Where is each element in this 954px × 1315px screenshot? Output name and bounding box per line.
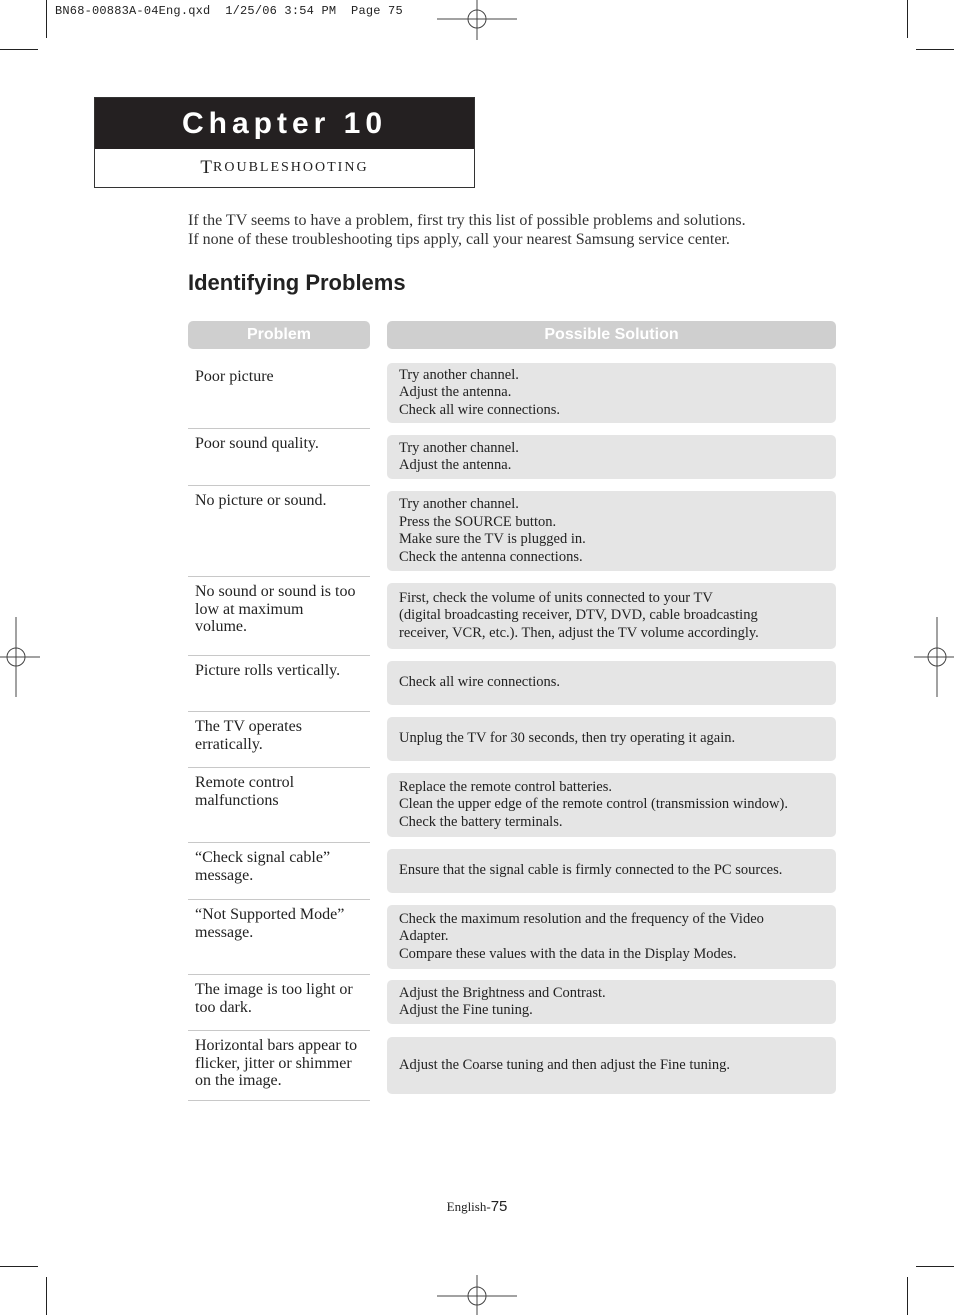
problem-line: Poor sound quality.	[195, 435, 319, 452]
problem-line: volume.	[195, 618, 247, 635]
chapter-heading	[94, 97, 475, 188]
registration-mark-icon	[914, 617, 954, 697]
problem-line: “Not Supported Mode”	[195, 906, 345, 923]
crop-mark	[0, 1266, 38, 1267]
problem-line: Picture rolls vertically.	[195, 662, 341, 679]
solution-line: Adjust the Brightness and Contrast.	[399, 984, 606, 1001]
problem-cell	[188, 900, 370, 975]
page-number-prefix: English-	[446, 1199, 491, 1214]
crop-mark	[907, 0, 908, 38]
chapter-subtitle-initial: T	[200, 157, 214, 178]
crop-mark	[916, 1266, 954, 1267]
crop-mark	[916, 49, 954, 50]
chapter-subtitle-rest: ROUBLESHOOTING	[213, 160, 369, 175]
solution-line: Check the antenna connections.	[399, 548, 583, 565]
problem-line: too dark.	[195, 998, 252, 1016]
problem-line: flicker, jitter or shimmer	[195, 1054, 352, 1072]
problem-line: erratically.	[195, 735, 263, 753]
solution-line: Adjust the Coarse tuning and then adjust the Fine tuning.	[399, 1056, 731, 1073]
intro-paragraph	[188, 211, 868, 249]
solution-cell	[387, 849, 836, 893]
chapter-subtitle	[95, 149, 474, 187]
solution-line: receiver, VCR, etc.). Then, adjust the TV volume accordingly.	[399, 624, 759, 641]
solution-line: First, check the volume of units connected to your TV	[399, 589, 713, 606]
problem-cell	[188, 975, 370, 1031]
crop-mark	[46, 0, 47, 38]
crop-mark	[46, 1277, 47, 1315]
page-number-value: 75	[490, 1198, 508, 1215]
problem-cell	[188, 843, 370, 900]
solution-cell	[387, 491, 836, 571]
solution-line: Adapter.	[399, 928, 449, 945]
solution-line: Compare these values with the data in the Display Modes.	[399, 945, 737, 962]
solution-line: Check all wire connections.	[399, 674, 561, 691]
problem-cell	[188, 1031, 370, 1101]
problem-line: No sound or sound is too	[195, 583, 356, 600]
solution-cell	[387, 980, 836, 1024]
problem-column-header: Problem	[188, 321, 370, 349]
solution-line: Press the SOURCE button.	[399, 513, 557, 530]
problem-line: Horizontal bars appear to	[195, 1037, 358, 1054]
crop-mark	[907, 1277, 908, 1315]
solution-line: Try another channel.	[399, 496, 519, 512]
problem-line: Remote control	[195, 774, 295, 791]
problem-line: on the image.	[195, 1072, 282, 1089]
solution-cell	[387, 717, 836, 761]
solution-line: (digital broadcasting receiver, DTV, DVD, cable broadcasting	[399, 607, 758, 624]
solution-line: Replace the remote control batteries.	[399, 778, 612, 795]
problem-line: The image is too light or	[195, 981, 353, 998]
solution-line: Clean the upper edge of the remote control (transmission window).	[399, 796, 788, 813]
problem-line: No picture or sound.	[195, 492, 327, 509]
problem-line: message.	[195, 923, 254, 941]
solution-line: Try another channel.	[399, 366, 519, 383]
problem-cell	[188, 577, 370, 656]
solution-column-header: Possible Solution	[387, 321, 836, 349]
intro-line: If the TV seems to have a problem, first try this list of possible problems and solutions.	[188, 212, 746, 229]
problem-line: The TV operates	[195, 718, 302, 735]
problem-line: “Check signal cable”	[195, 849, 331, 866]
problem-cell	[188, 712, 370, 768]
solution-cell	[387, 583, 836, 649]
problem-cell	[188, 429, 370, 486]
registration-mark-icon	[437, 1275, 517, 1315]
registration-mark-icon	[437, 0, 517, 40]
section-title: Identifying Problems	[188, 270, 406, 295]
problem-line: message.	[195, 866, 254, 884]
solution-line: Adjust the antenna.	[399, 457, 512, 473]
chapter-title: Chapter 10	[95, 98, 474, 149]
solution-cell	[387, 661, 836, 705]
solution-line: Adjust the Fine tuning.	[399, 1002, 533, 1018]
problem-line: low at maximum	[195, 600, 304, 618]
solution-line: Make sure the TV is plugged in.	[399, 531, 586, 547]
intro-line: If none of these troubleshooting tips apply, call your nearest Samsung service center.	[188, 231, 730, 248]
solution-cell	[387, 1037, 836, 1094]
solution-line: Check all wire connections.	[399, 401, 561, 418]
solution-cell	[387, 363, 836, 423]
problem-cell	[188, 768, 370, 843]
problem-cell	[188, 656, 370, 712]
problem-line: Poor picture	[195, 368, 274, 385]
solution-line: Check the maximum resolution and the frequency of the Video	[399, 910, 764, 927]
print-slug: BN68-00883A-04Eng.qxd 1/25/06 3:54 PM Page 75	[55, 4, 403, 18]
solution-line: Adjust the antenna.	[399, 384, 512, 401]
problem-line: malfunctions	[195, 791, 279, 809]
page-number	[0, 1198, 954, 1215]
crop-mark	[0, 49, 38, 50]
solution-line: Ensure that the signal cable is firmly connected to the PC sources.	[399, 862, 783, 879]
problem-cell	[188, 486, 370, 577]
solution-cell	[387, 905, 836, 969]
solution-line: Unplug the TV for 30 seconds, then try operating it again.	[399, 730, 736, 747]
solution-cell	[387, 773, 836, 837]
solution-line: Try another channel.	[399, 439, 519, 456]
solution-line: Check the battery terminals.	[399, 813, 563, 830]
problem-cell	[188, 362, 370, 429]
registration-mark-icon	[0, 617, 40, 697]
solution-cell	[387, 435, 836, 479]
